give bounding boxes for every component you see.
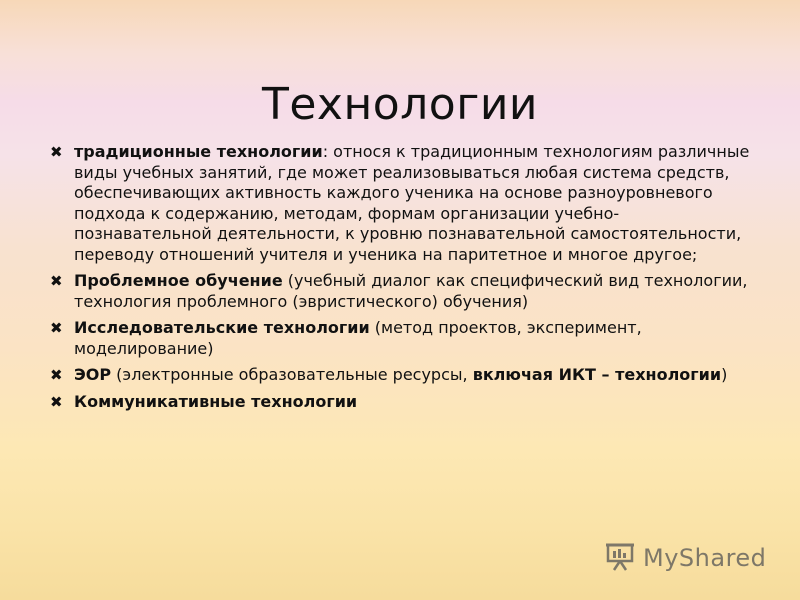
item-text: (электронные образовательные ресурсы, [111,365,473,384]
cross-bullet-icon: ✖ [50,366,63,384]
item-text: (метод проектов, эксперимент, моделирование) [74,318,642,358]
item-text: : относя к традиционным технологиям различные виды учебных занятий, где может реализовываться любая система средств, обеспечивающих активность каждого ученика на основе разноуровневого подхода к содержанию, методам, формам организации учебно-познавательной деятельности, к уровню познавательной самостоятельности, переводу отношений учителя и ученика на паритетное и многое другое; [74,142,750,264]
watermark-text: MyShared [643,544,767,572]
item-bold-text: Коммуникативные технологии [74,391,358,411]
cross-bullet-icon: ✖ [50,392,63,411]
item-text: (учебный диалог как специфический вид технологии, технология проблемного (эвристического) обучения) [74,271,748,311]
presentation-board-icon [605,541,635,575]
item-bold-text-2: включая ИКТ – технологии [472,365,722,384]
cross-bullet-icon: ✖ [50,272,63,290]
item-bold-text: Исследовательские технологии [74,318,370,337]
item-bold-text: Проблемное обучение [74,271,283,290]
list-item [50,318,750,359]
cross-bullet-icon: ✖ [50,319,63,337]
item-text-2: ) [721,365,728,384]
item-bold-text: ЭОР [74,365,112,384]
slide-title: Технологии [261,79,539,131]
item-bold-text: традиционные технологии [74,142,323,161]
list-item [50,271,750,312]
list-item [50,392,750,413]
cross-bullet-icon: ✖ [50,143,63,161]
watermark-logo [605,538,780,578]
list-item [50,142,750,265]
bullet-list [50,142,750,418]
list-item [50,365,750,386]
